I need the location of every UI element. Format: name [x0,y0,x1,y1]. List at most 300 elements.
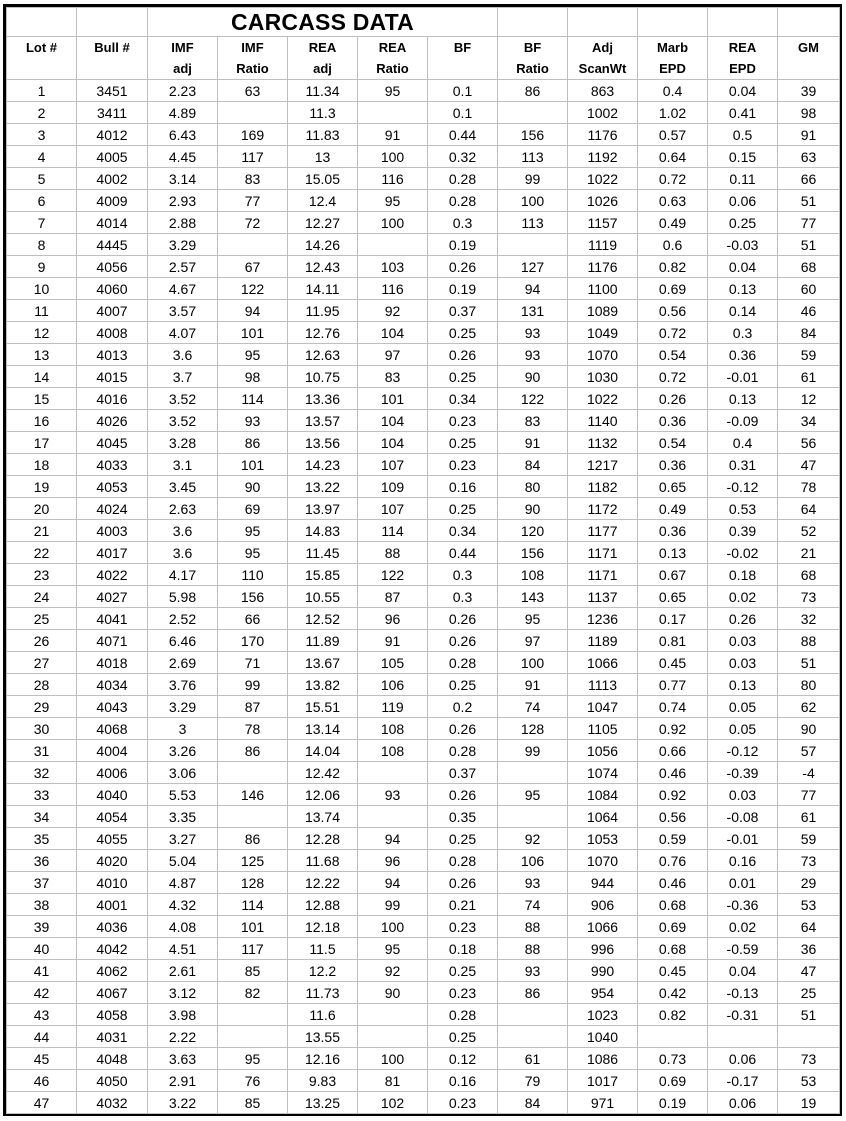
cell-rea-ratio: 108 [358,718,428,740]
cell-imf-adj: 5.04 [148,850,218,872]
cell-adj-scanwt: 1113 [568,674,638,696]
cell-gm [778,1026,840,1048]
cell-imf-adj: 3.6 [148,542,218,564]
cell-bull: 4042 [77,938,148,960]
cell-rea-adj: 13.14 [288,718,358,740]
cell-imf-adj: 3.45 [148,476,218,498]
cell-marb-epd: 0.4 [638,80,708,102]
cell-imf-ratio: 78 [218,718,288,740]
cell-marb-epd: 0.49 [638,212,708,234]
cell-bf: 0.26 [428,784,498,806]
cell-bf-ratio: 93 [498,872,568,894]
cell-adj-scanwt: 996 [568,938,638,960]
cell-bf: 0.2 [428,696,498,718]
cell-gm: 68 [778,564,840,586]
cell-bf-ratio: 84 [498,1092,568,1114]
cell-adj-scanwt: 1066 [568,916,638,938]
cell-rea-adj: 12.27 [288,212,358,234]
cell-bull: 4010 [77,872,148,894]
cell-rea-ratio: 107 [358,454,428,476]
cell-gm: 56 [778,432,840,454]
cell-rea-adj: 12.4 [288,190,358,212]
cell-rea-adj: 11.95 [288,300,358,322]
table-row [7,366,840,388]
cell-bull: 4016 [77,388,148,410]
column-header-bull: Bull # [77,37,148,59]
cell-imf-ratio: 86 [218,740,288,762]
cell-bull: 4050 [77,1070,148,1092]
cell-gm: 25 [778,982,840,1004]
cell-gm: 51 [778,190,840,212]
cell-rea-adj: 12.18 [288,916,358,938]
cell-gm: 98 [778,102,840,124]
cell-marb-epd: 1.02 [638,102,708,124]
cell-rea-ratio: 94 [358,828,428,850]
cell-gm: 19 [778,1092,840,1114]
cell-adj-scanwt: 1182 [568,476,638,498]
cell-bf-ratio: 90 [498,366,568,388]
cell-bf-ratio: 83 [498,410,568,432]
cell-imf-adj: 3.76 [148,674,218,696]
cell-bf-ratio [498,234,568,256]
cell-gm: 84 [778,322,840,344]
cell-bf-ratio: 92 [498,828,568,850]
cell-adj-scanwt: 1157 [568,212,638,234]
cell-bf: 0.28 [428,168,498,190]
cell-rea-epd: 0.3 [708,322,778,344]
cell-bf-ratio [498,102,568,124]
cell-imf-adj: 2.93 [148,190,218,212]
cell-rea-epd: 0.06 [708,1048,778,1070]
table-title: CARCASS DATA [148,8,498,37]
cell-rea-adj: 12.43 [288,256,358,278]
cell-bf-ratio: 131 [498,300,568,322]
cell-rea-adj: 15.51 [288,696,358,718]
cell-rea-adj: 12.76 [288,322,358,344]
cell-rea-ratio: 96 [358,850,428,872]
cell-gm: 62 [778,696,840,718]
cell-imf-adj: 3.57 [148,300,218,322]
cell-imf-ratio: 114 [218,388,288,410]
cell-marb-epd: 0.59 [638,828,708,850]
cell-imf-ratio: 128 [218,872,288,894]
cell-imf-adj: 3.12 [148,982,218,1004]
cell-bf-ratio: 91 [498,432,568,454]
cell-bull: 4060 [77,278,148,300]
column-header-bf: BF [428,37,498,59]
cell-imf-adj: 3.52 [148,388,218,410]
cell-gm: 53 [778,1070,840,1092]
cell-rea-ratio: 94 [358,872,428,894]
cell-imf-adj: 3.26 [148,740,218,762]
table-row [7,1092,840,1114]
cell-adj-scanwt: 1086 [568,1048,638,1070]
cell-bull: 4033 [77,454,148,476]
cell-bull: 4027 [77,586,148,608]
cell-bf: 0.28 [428,850,498,872]
cell-imf-adj: 3.29 [148,696,218,718]
cell-adj-scanwt: 1172 [568,498,638,520]
cell-adj-scanwt: 1236 [568,608,638,630]
cell-marb-epd: 0.69 [638,916,708,938]
cell-imf-ratio: 125 [218,850,288,872]
table-row [7,806,840,828]
cell-rea-adj: 11.83 [288,124,358,146]
cell-rea-epd: -0.01 [708,828,778,850]
cell-lot: 7 [7,212,77,234]
cell-adj-scanwt: 1140 [568,410,638,432]
cell-imf-ratio: 95 [218,542,288,564]
cell-bull: 4002 [77,168,148,190]
cell-adj-scanwt: 1070 [568,344,638,366]
cell-bf-ratio: 120 [498,520,568,542]
cell-marb-epd: 0.49 [638,498,708,520]
cell-bf-ratio: 80 [498,476,568,498]
cell-adj-scanwt: 1217 [568,454,638,476]
cell-imf-ratio [218,806,288,828]
cell-bf-ratio: 79 [498,1070,568,1092]
table-row [7,322,840,344]
cell-imf-adj: 4.89 [148,102,218,124]
cell-rea-ratio: 114 [358,520,428,542]
cell-rea-ratio: 101 [358,388,428,410]
cell-bull: 4071 [77,630,148,652]
cell-gm: 64 [778,498,840,520]
cell-adj-scanwt: 906 [568,894,638,916]
cell-gm: 63 [778,146,840,168]
cell-bf-ratio: 156 [498,542,568,564]
cell-lot: 23 [7,564,77,586]
table-row [7,80,840,102]
cell-adj-scanwt: 1023 [568,1004,638,1026]
cell-adj-scanwt: 1084 [568,784,638,806]
cell-lot: 3 [7,124,77,146]
cell-adj-scanwt: 1066 [568,652,638,674]
cell-rea-ratio: 93 [358,784,428,806]
cell-gm: 90 [778,718,840,740]
cell-bull: 4026 [77,410,148,432]
cell-bf: 0.25 [428,322,498,344]
cell-bf-ratio: 61 [498,1048,568,1070]
cell-bf-ratio: 113 [498,212,568,234]
cell-imf-ratio: 169 [218,124,288,146]
cell-adj-scanwt: 1074 [568,762,638,784]
cell-rea-adj: 13.67 [288,652,358,674]
column-subheader-adj-scanwt: ScanWt [568,58,638,80]
empty-cell [568,8,638,37]
header-row [7,37,840,59]
cell-imf-adj: 4.17 [148,564,218,586]
cell-imf-adj: 4.67 [148,278,218,300]
table-row [7,344,840,366]
cell-bf: 0.28 [428,740,498,762]
cell-rea-ratio: 91 [358,630,428,652]
cell-lot: 37 [7,872,77,894]
cell-rea-epd: -0.13 [708,982,778,1004]
table-row [7,476,840,498]
cell-bull: 4004 [77,740,148,762]
cell-lot: 14 [7,366,77,388]
table-row [7,146,840,168]
table-row [7,212,840,234]
cell-bull: 4445 [77,234,148,256]
cell-bf-ratio: 84 [498,454,568,476]
cell-rea-epd: 0.04 [708,960,778,982]
cell-lot: 41 [7,960,77,982]
cell-rea-epd: 0.15 [708,146,778,168]
cell-imf-ratio: 82 [218,982,288,1004]
cell-lot: 4 [7,146,77,168]
cell-marb-epd: 0.45 [638,960,708,982]
cell-imf-ratio: 93 [218,410,288,432]
cell-bull: 4058 [77,1004,148,1026]
cell-marb-epd: 0.72 [638,366,708,388]
cell-marb-epd: 0.64 [638,146,708,168]
cell-imf-ratio: 72 [218,212,288,234]
cell-marb-epd: 0.92 [638,784,708,806]
cell-bull: 4009 [77,190,148,212]
cell-adj-scanwt: 971 [568,1092,638,1114]
cell-lot: 17 [7,432,77,454]
cell-imf-adj: 4.87 [148,872,218,894]
table-row [7,762,840,784]
cell-gm: 73 [778,850,840,872]
cell-imf-ratio: 94 [218,300,288,322]
cell-bf-ratio: 128 [498,718,568,740]
table-row [7,916,840,938]
cell-rea-adj: 14.83 [288,520,358,542]
cell-adj-scanwt: 1105 [568,718,638,740]
cell-marb-epd: 0.92 [638,718,708,740]
cell-gm: 88 [778,630,840,652]
cell-rea-ratio: 97 [358,344,428,366]
cell-imf-ratio: 83 [218,168,288,190]
cell-gm: 51 [778,1004,840,1026]
cell-marb-epd: 0.65 [638,586,708,608]
cell-adj-scanwt: 1049 [568,322,638,344]
cell-gm: 66 [778,168,840,190]
cell-imf-adj: 2.69 [148,652,218,674]
table-row [7,542,840,564]
cell-marb-epd: 0.66 [638,740,708,762]
cell-lot: 47 [7,1092,77,1114]
cell-marb-epd: 0.13 [638,542,708,564]
cell-rea-adj: 11.68 [288,850,358,872]
cell-bull: 4055 [77,828,148,850]
column-subheader-lot [7,58,77,80]
cell-gm: 80 [778,674,840,696]
cell-bull: 4013 [77,344,148,366]
cell-gm: 61 [778,366,840,388]
title-row [7,8,840,37]
cell-bf: 0.26 [428,608,498,630]
cell-rea-epd: -0.17 [708,1070,778,1092]
table-row [7,190,840,212]
cell-bf: 0.25 [428,366,498,388]
cell-rea-ratio: 122 [358,564,428,586]
cell-rea-epd: -0.02 [708,542,778,564]
cell-imf-ratio: 101 [218,322,288,344]
cell-bf-ratio [498,762,568,784]
cell-imf-ratio: 98 [218,366,288,388]
cell-lot: 2 [7,102,77,124]
table-row [7,256,840,278]
cell-rea-adj: 13.56 [288,432,358,454]
cell-adj-scanwt: 1176 [568,124,638,146]
table-row [7,432,840,454]
cell-rea-epd: 0.13 [708,278,778,300]
cell-rea-ratio: 92 [358,960,428,982]
cell-marb-epd: 0.67 [638,564,708,586]
cell-bf-ratio: 122 [498,388,568,410]
cell-imf-ratio: 85 [218,1092,288,1114]
cell-lot: 29 [7,696,77,718]
column-header-adj-scanwt: Adj [568,37,638,59]
cell-bf: 0.35 [428,806,498,828]
cell-imf-ratio: 95 [218,520,288,542]
cell-adj-scanwt: 1030 [568,366,638,388]
cell-bf-ratio: 106 [498,850,568,872]
cell-gm: 59 [778,828,840,850]
cell-gm: 36 [778,938,840,960]
cell-rea-epd: 0.05 [708,718,778,740]
cell-imf-ratio: 99 [218,674,288,696]
empty-cell [638,8,708,37]
cell-lot: 24 [7,586,77,608]
cell-gm: 12 [778,388,840,410]
cell-rea-adj: 14.04 [288,740,358,762]
cell-rea-ratio [358,1026,428,1048]
cell-gm: 59 [778,344,840,366]
cell-imf-adj: 3 [148,718,218,740]
cell-rea-adj: 12.28 [288,828,358,850]
cell-adj-scanwt: 1070 [568,850,638,872]
table-row [7,718,840,740]
cell-bull: 4040 [77,784,148,806]
cell-gm: 51 [778,652,840,674]
cell-rea-adj: 14.26 [288,234,358,256]
cell-marb-epd: 0.6 [638,234,708,256]
cell-rea-epd: 0.04 [708,80,778,102]
cell-rea-ratio: 95 [358,80,428,102]
cell-rea-adj: 13 [288,146,358,168]
cell-rea-adj: 12.63 [288,344,358,366]
cell-imf-ratio: 86 [218,828,288,850]
cell-rea-epd [708,1026,778,1048]
empty-cell [7,8,77,37]
cell-marb-epd: 0.65 [638,476,708,498]
cell-bull: 4024 [77,498,148,520]
cell-rea-epd: 0.13 [708,388,778,410]
cell-adj-scanwt: 1137 [568,586,638,608]
cell-rea-ratio: 83 [358,366,428,388]
cell-imf-adj: 3.22 [148,1092,218,1114]
cell-bf-ratio: 93 [498,960,568,982]
cell-imf-adj: 2.52 [148,608,218,630]
cell-bf-ratio: 156 [498,124,568,146]
cell-lot: 20 [7,498,77,520]
cell-imf-ratio [218,234,288,256]
cell-lot: 10 [7,278,77,300]
cell-marb-epd: 0.74 [638,696,708,718]
table-row [7,1004,840,1026]
table-row [7,938,840,960]
cell-rea-ratio: 102 [358,1092,428,1114]
cell-bf: 0.32 [428,146,498,168]
cell-imf-adj: 4.45 [148,146,218,168]
cell-imf-ratio [218,762,288,784]
cell-imf-adj: 3.7 [148,366,218,388]
cell-imf-adj: 3.28 [148,432,218,454]
cell-marb-epd: 0.69 [638,1070,708,1092]
cell-imf-adj: 4.07 [148,322,218,344]
cell-imf-adj: 3.14 [148,168,218,190]
cell-bf: 0.3 [428,586,498,608]
cell-bf: 0.23 [428,1092,498,1114]
cell-lot: 26 [7,630,77,652]
cell-imf-ratio: 71 [218,652,288,674]
cell-imf-adj: 3.29 [148,234,218,256]
cell-bull: 4056 [77,256,148,278]
column-header-lot: Lot # [7,37,77,59]
cell-rea-epd: 0.06 [708,1092,778,1114]
cell-lot: 6 [7,190,77,212]
cell-marb-epd: 0.42 [638,982,708,1004]
cell-rea-epd: 0.03 [708,630,778,652]
cell-lot: 27 [7,652,77,674]
cell-rea-ratio: 95 [358,190,428,212]
column-subheader-rea-ratio: Ratio [358,58,428,80]
cell-marb-epd: 0.76 [638,850,708,872]
column-header-marb-epd: Marb [638,37,708,59]
empty-cell [708,8,778,37]
cell-gm: 60 [778,278,840,300]
cell-adj-scanwt: 1176 [568,256,638,278]
cell-rea-ratio: 87 [358,586,428,608]
cell-rea-ratio: 104 [358,432,428,454]
cell-bull: 4053 [77,476,148,498]
cell-gm: 29 [778,872,840,894]
cell-imf-adj: 3.98 [148,1004,218,1026]
cell-bf-ratio: 94 [498,278,568,300]
column-subheader-bf-ratio: Ratio [498,58,568,80]
cell-rea-adj: 12.06 [288,784,358,806]
cell-imf-adj: 2.91 [148,1070,218,1092]
cell-rea-epd: 0.16 [708,850,778,872]
cell-bf: 0.25 [428,828,498,850]
column-subheader-imf-adj: adj [148,58,218,80]
column-subheader-marb-epd: EPD [638,58,708,80]
cell-rea-epd: 0.04 [708,256,778,278]
cell-marb-epd: 0.56 [638,300,708,322]
cell-lot: 30 [7,718,77,740]
column-subheader-bull [77,58,148,80]
cell-imf-adj: 3.63 [148,1048,218,1070]
cell-adj-scanwt: 1064 [568,806,638,828]
cell-marb-epd: 0.17 [638,608,708,630]
cell-rea-adj: 13.36 [288,388,358,410]
column-subheader-rea-epd: EPD [708,58,778,80]
cell-imf-ratio [218,1004,288,1026]
column-header-imf-ratio: IMF [218,37,288,59]
cell-rea-ratio: 99 [358,894,428,916]
cell-imf-adj: 2.23 [148,80,218,102]
cell-adj-scanwt: 1047 [568,696,638,718]
cell-rea-ratio: 109 [358,476,428,498]
cell-marb-epd: 0.46 [638,872,708,894]
cell-marb-epd: 0.46 [638,762,708,784]
cell-bf-ratio [498,1026,568,1048]
